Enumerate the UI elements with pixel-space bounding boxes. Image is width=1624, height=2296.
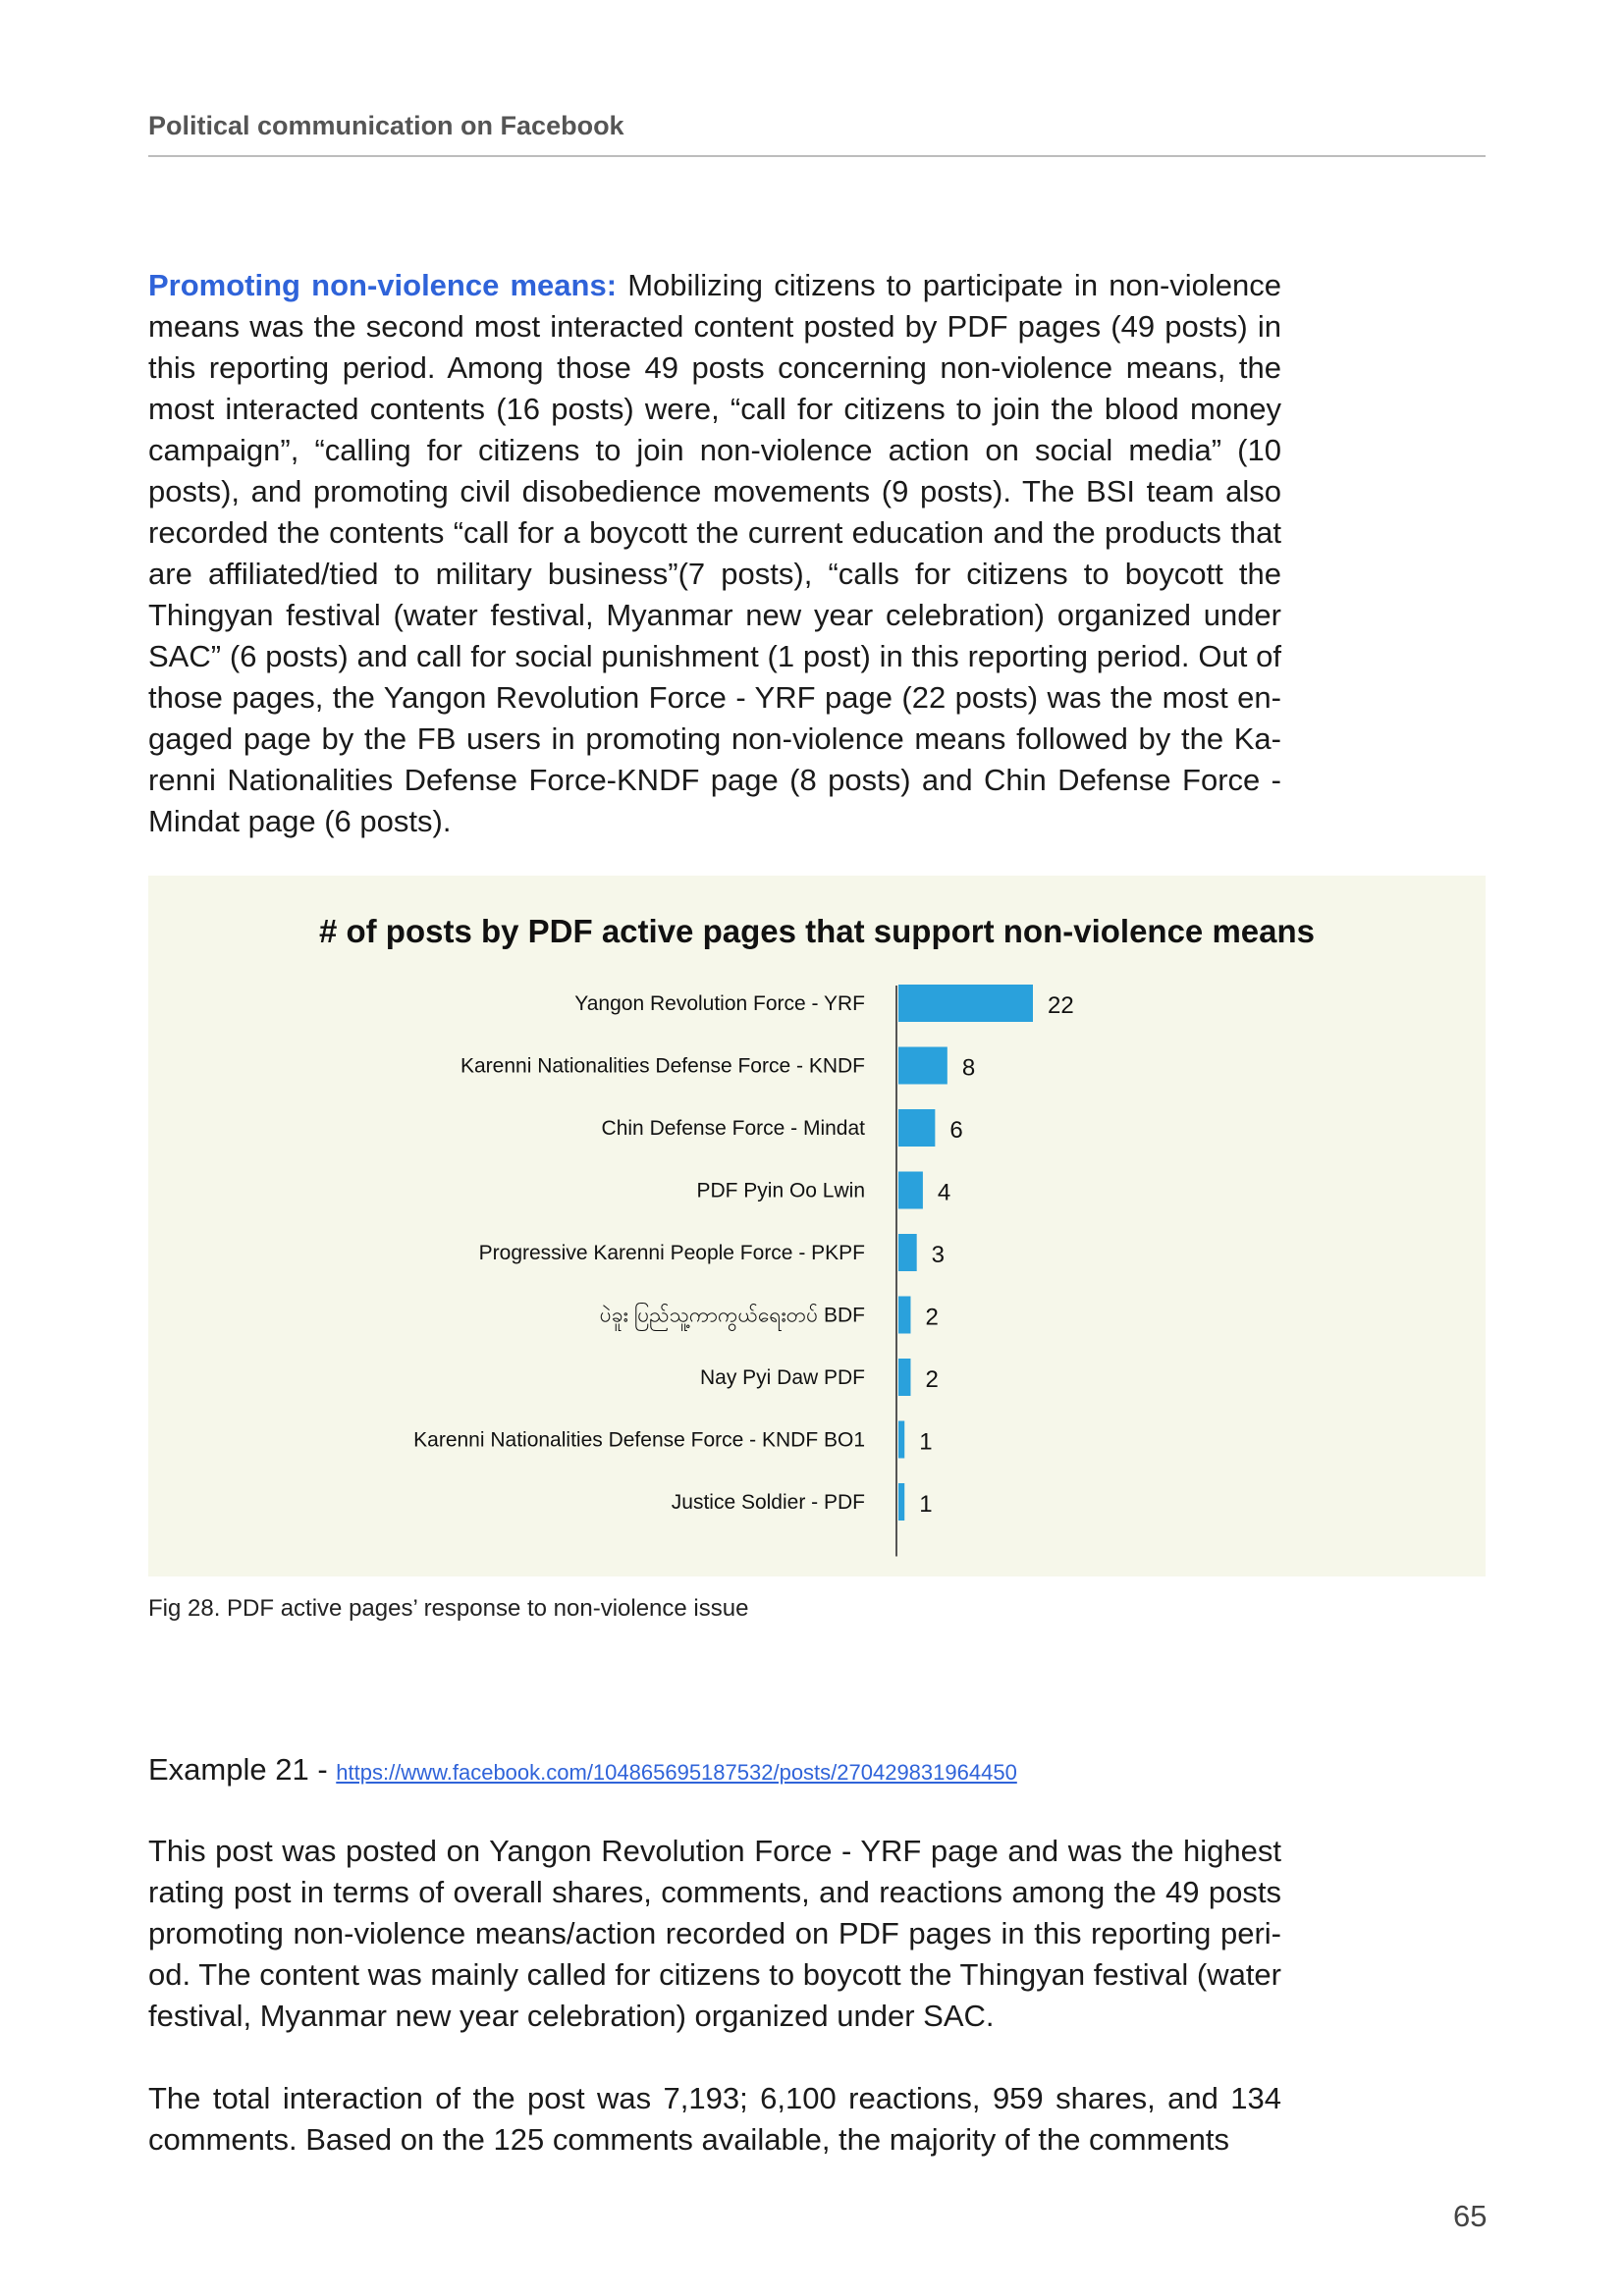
category-label: PDF Pyin Oo Lwin [696,1179,865,1202]
category-label: Karenni Nationalities Defense Force - KNDF [460,1054,865,1078]
category-label: Justice Soldier - PDF [671,1491,865,1514]
data-label: 2 [925,1304,939,1331]
example-line [148,1752,1017,1788]
intro-body: Mobilizing citizens to participate in non-violence means was the second most interacted content posted by PDF pages (49 posts) in this reporting period. Among those 49 posts concerning non-violence means, the most interacted contents (16 posts) were, “call for citizens to join the blood money campaign”, “calling for citizens to join non-violence action on social media” (10 posts), and promoting civil disobedience movements (9 posts). The BSI team also recorded the contents “call for a boycott the current education and the products that are affiliated/tied to military business”(7 posts), “calls for citizens to boycott the Thingyan festival (water festival, Myanmar new year celebration) organized under SAC” (6 posts) and call for social punishment (1 post) in this reporting period. Out of those pages, the Yangon Revolution Force - YRF page (22 posts) was the most en-gaged page by the FB users in promoting non-violence means followed by the Ka-renni Nationalities Defense Force-KNDF page (8 posts) and Chin Defense Force - Mindat page (6 posts). [148,268,1281,838]
bar [898,1359,910,1396]
category-label: Nay Pyi Daw PDF [699,1366,865,1389]
data-label: 22 [1048,992,1074,1019]
data-label: 2 [925,1366,939,1393]
data-label: 6 [949,1117,963,1144]
figure-caption: Fig 28. PDF active pages’ response to non-violence issue [148,1595,749,1622]
example-link[interactable]: https://www.facebook.com/104865695187532/posts/270429831964450 [336,1760,1017,1785]
data-label: 3 [931,1242,946,1268]
running-header: Political communication on Facebook [148,111,624,140]
page-number: 65 [1453,2199,1488,2233]
category-label: Progressive Karenni People Force - PKPF [478,1242,865,1264]
body-paragraph-3: The total interaction of the post was 7,193; 6,100 reactions, 959 shares, and 134 comments. Based on the 125 comments available, the majority of the comments [148,2081,1281,2157]
intro-lead: Promoting non-violence means: [148,268,618,302]
intro-paragraph [148,265,1281,842]
example-label: Example 21 - [148,1752,337,1787]
data-label: 1 [919,1491,933,1518]
category-label: Yangon Revolution Force - YRF [574,992,865,1015]
chart-canvas [148,876,1486,1576]
category-label: Chin Defense Force - Mindat [601,1117,865,1140]
bar [898,1047,947,1085]
bar [898,1421,904,1459]
bar [898,1172,923,1209]
bar [898,985,1033,1022]
chart-title: # of posts by PDF active pages that support non-violence means [318,913,1316,949]
body-paragraph-2: This post was posted on Yangon Revolution Force - YRF page and was the highest rating post in terms of overall shares, comments, and reactions among the 49 posts promoting non-violence means/action recorded on PDF pages in this reporting peri-od. The content was mainly called for citizens to boycott the Thingyan festival (water festival, Myanmar new year celebration) organized under SAC. [148,1834,1281,2033]
bar [898,1483,904,1521]
bar [898,1297,910,1334]
data-label: 8 [961,1054,976,1082]
bar [898,1234,917,1271]
data-label: 1 [919,1428,933,1456]
category-label: Karenni Nationalities Defense Force - KNDF BO1 [413,1428,865,1452]
bar-chart [148,876,1486,1576]
data-label: 4 [937,1179,951,1206]
header-divider [148,155,1486,157]
bar [898,1109,935,1147]
category-label: ပဲခူး ပြည်သူ့ကာကွယ်ရေးတပ် BDF [599,1304,865,1327]
